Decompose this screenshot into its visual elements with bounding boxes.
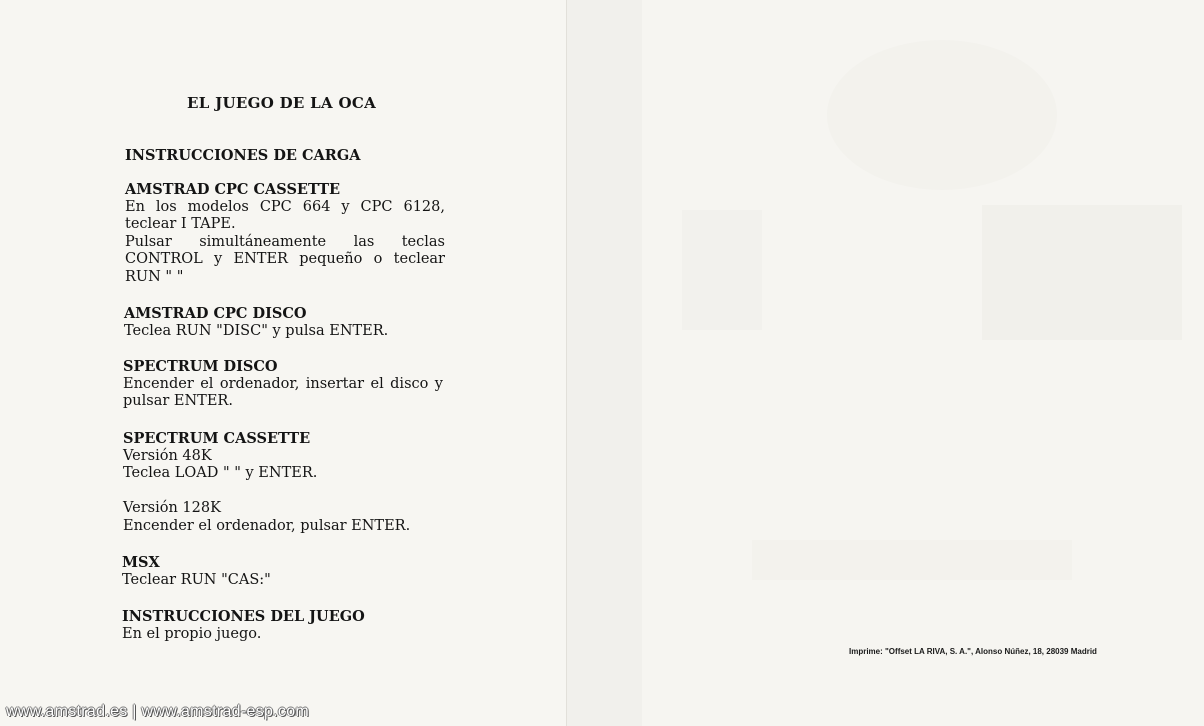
section-heading: AMSTRAD CPC CASSETTE (125, 181, 341, 198)
section-amstrad-disco (124, 305, 388, 340)
section-game-instructions (122, 608, 365, 643)
section-line: Versión 128K (123, 500, 221, 516)
section-line: Teclea RUN "DISC" y pulsa ENTER. (124, 322, 389, 339)
right-panel (642, 0, 1204, 726)
page-title: EL JUEGO DE LA OCA (187, 94, 377, 112)
section-heading: SPECTRUM CASSETTE (123, 430, 311, 447)
section-line: Pulsar simultáneamente las teclas CONTROL y ENTER pequeño o teclear RUN " " (125, 233, 445, 285)
section-line: Versión 48K (123, 447, 212, 464)
section-spectrum-disco (123, 358, 443, 411)
show-through-block (752, 540, 1072, 580)
section-heading: AMSTRAD CPC DISCO (124, 305, 307, 322)
section-spectrum-128k (123, 500, 410, 535)
section-spectrum-cassette (123, 430, 317, 483)
spine (566, 0, 644, 726)
section-line: Teclear RUN "CAS:" (122, 571, 271, 588)
section-line: En el propio juego. (122, 625, 262, 642)
site-watermark: www.amstrad.es | www.amstrad-esp.com (6, 703, 310, 720)
section-heading: INSTRUCCIONES DEL JUEGO (122, 608, 365, 625)
load-instructions-heading (125, 147, 360, 166)
section-msx (122, 554, 271, 589)
section-line: En los modelos CPC 664 y CPC 6128, teclear I TAPE. (125, 198, 445, 232)
section-heading: SPECTRUM DISCO (123, 358, 278, 375)
section-heading: MSX (122, 554, 160, 571)
show-through-logo (827, 40, 1057, 190)
section-amstrad-cassette (125, 181, 445, 286)
section-line: Encender el ordenador, insertar el disco y pulsar ENTER. (123, 375, 443, 409)
show-through-image (982, 205, 1182, 340)
section-line: Teclea LOAD " " y ENTER. (123, 465, 318, 481)
section-heading: INSTRUCCIONES DE CARGA (125, 147, 361, 164)
printer-credit: Imprime: "Offset LA RIVA, S. A.", Alonso Núñez, 18, 28039 Madrid (849, 647, 1097, 656)
section-line: Encender el ordenador, pulsar ENTER. (123, 517, 411, 534)
show-through-image (682, 210, 762, 330)
